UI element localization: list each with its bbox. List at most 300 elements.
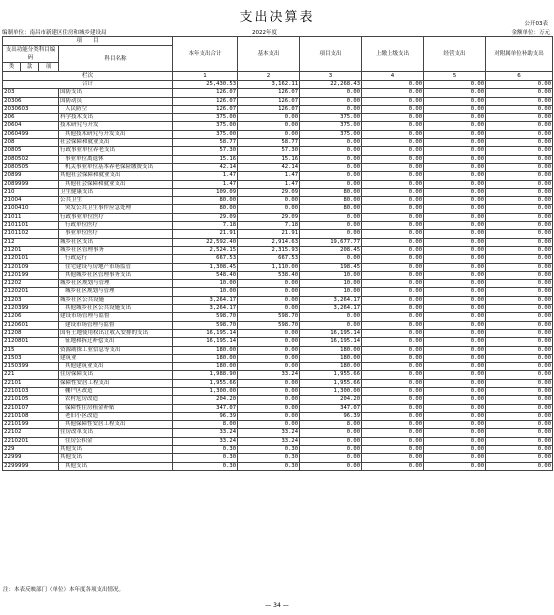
row-value: 1,300.00 — [173, 387, 238, 395]
row-value: 375.00 — [173, 130, 238, 138]
row-value: 0.00 — [424, 255, 486, 263]
row-value: 0.00 — [362, 462, 424, 470]
row-code: 2120199 — [3, 271, 59, 279]
row-value: 0.00 — [486, 246, 553, 254]
row-value: 0.00 — [424, 329, 486, 337]
table-row — [3, 89, 553, 97]
row-name: 资源勘探工业信息等支出 — [59, 346, 173, 354]
col-number: 5 — [424, 72, 486, 81]
row-value: 0.00 — [486, 354, 553, 362]
row-value: 1,308.45 — [173, 263, 238, 271]
row-value: 0.00 — [362, 338, 424, 346]
row-value: 0.00 — [238, 379, 300, 387]
row-name: 建筑业 — [59, 354, 173, 362]
row-value: 0.00 — [486, 288, 553, 296]
row-value: 0.00 — [486, 446, 553, 454]
row-code: 2100410 — [3, 205, 59, 213]
row-value: 0.00 — [424, 305, 486, 313]
row-value: 33.24 — [173, 429, 238, 437]
row-value: 1,988.90 — [173, 371, 238, 379]
row-value: 375.00 — [300, 114, 362, 122]
row-value: 0.00 — [486, 238, 553, 246]
row-value: 0.00 — [424, 280, 486, 288]
row-value: 208.45 — [300, 246, 362, 254]
table-row — [3, 280, 553, 288]
row-value: 598.70 — [238, 313, 300, 321]
table-row — [3, 147, 553, 155]
row-name: 突发公共卫生事件应急处理 — [59, 205, 173, 213]
row-value: 0.00 — [486, 454, 553, 462]
row-value: 0.00 — [424, 163, 486, 171]
row-name: 其他技术研究与开发支出 — [59, 130, 173, 138]
row-name: 其他支出 — [59, 454, 173, 462]
row-value: 538.40 — [238, 271, 300, 279]
row-code: 21004 — [3, 197, 59, 205]
row-value: 0.00 — [362, 305, 424, 313]
row-code: 2120109 — [3, 263, 59, 271]
row-value: 0.00 — [300, 213, 362, 221]
row-code: 2299999 — [3, 462, 59, 470]
row-value: 0.00 — [362, 246, 424, 254]
row-value: 0.00 — [300, 230, 362, 238]
row-code: 21206 — [3, 313, 59, 321]
row-value: 0.00 — [300, 222, 362, 230]
row-value: 0.00 — [486, 147, 553, 155]
row-value: 3,264.17 — [173, 296, 238, 304]
row-value: 0.00 — [424, 396, 486, 404]
table-row — [3, 387, 553, 395]
row-value: 0.00 — [362, 280, 424, 288]
row-code: 2210201 — [3, 437, 59, 445]
currency-unit: 金额单位：万元 — [511, 30, 550, 36]
row-value: 548.40 — [173, 271, 238, 279]
table-row — [3, 271, 553, 279]
row-value: 0.00 — [238, 122, 300, 130]
row-value: 42.14 — [173, 163, 238, 171]
row-value: 0.00 — [486, 197, 553, 205]
row-value: 0.00 — [300, 454, 362, 462]
row-value: 0.30 — [238, 454, 300, 462]
row-value: 0.00 — [486, 346, 553, 354]
row-code: 2080505 — [3, 163, 59, 171]
row-value: 0.00 — [300, 89, 362, 97]
page-number: — 34 — — [265, 602, 289, 609]
row-value: 0.00 — [300, 255, 362, 263]
row-value: 0.00 — [424, 147, 486, 155]
row-value: 0.00 — [424, 404, 486, 412]
col-number: 6 — [486, 72, 553, 81]
row-value: 0.00 — [300, 105, 362, 113]
row-name: 征地和拆迁补偿支出 — [59, 338, 173, 346]
row-value: 0.00 — [486, 97, 553, 105]
row-value: 0.00 — [424, 105, 486, 113]
row-value: 0.00 — [424, 387, 486, 395]
row-value: 126.07 — [173, 89, 238, 97]
row-value: 57.30 — [173, 147, 238, 155]
fiscal-year: 2022年度 — [252, 30, 277, 36]
row-value: 1.47 — [238, 172, 300, 180]
row-value: 0.00 — [486, 163, 553, 171]
row-name: 城乡社区支出 — [59, 238, 173, 246]
table-row — [3, 429, 553, 437]
row-value: 0.00 — [424, 271, 486, 279]
row-value: 0.00 — [362, 105, 424, 113]
row-value: 0.00 — [362, 188, 424, 196]
row-value: 375.00 — [300, 130, 362, 138]
table-row — [3, 396, 553, 404]
row-value: 0.30 — [238, 446, 300, 454]
row-code: 208 — [3, 139, 59, 147]
row-name: 其他社会保障和就业支出 — [59, 172, 173, 180]
row-value: 0.00 — [300, 147, 362, 155]
row-value: 0.00 — [486, 122, 553, 130]
total-value: 0.00 — [424, 81, 486, 89]
row-value: 0.00 — [424, 321, 486, 329]
row-value: 0.00 — [362, 114, 424, 122]
row-name: 城乡社区规划与管理 — [59, 288, 173, 296]
row-value: 0.00 — [424, 180, 486, 188]
row-value: 0.00 — [362, 255, 424, 263]
row-value: 0.00 — [486, 172, 553, 180]
row-value: 0.00 — [486, 379, 553, 387]
row-value: 0.00 — [424, 188, 486, 196]
row-code: 2101101 — [3, 222, 59, 230]
row-name: 行政运行 — [59, 255, 173, 263]
row-value: 0.00 — [486, 205, 553, 213]
row-code: 215 — [3, 346, 59, 354]
row-value: 0.00 — [424, 429, 486, 437]
row-value: 0.00 — [486, 188, 553, 196]
row-value: 0.00 — [238, 205, 300, 213]
footnote: 注：本表反映部门（单位）本年度各项支出情况。 — [3, 587, 125, 593]
total-label: 合计 — [3, 81, 173, 89]
col-number: 1 — [173, 72, 238, 81]
table-row — [3, 197, 553, 205]
row-value: 0.00 — [238, 280, 300, 288]
table-row — [3, 446, 553, 454]
row-value: 96.39 — [300, 412, 362, 420]
row-value: 0.00 — [424, 114, 486, 122]
row-value: 0.00 — [486, 404, 553, 412]
table-row — [3, 188, 553, 196]
table-row — [3, 379, 553, 387]
row-value: 15.16 — [238, 155, 300, 163]
table-row — [3, 437, 553, 445]
row-value: 0.00 — [424, 446, 486, 454]
row-value: 0.00 — [486, 271, 553, 279]
row-name: 其他保障性安居工程支出 — [59, 421, 173, 429]
row-value: 0.00 — [486, 89, 553, 97]
total-value: 0.00 — [486, 81, 553, 89]
row-value: 667.53 — [238, 255, 300, 263]
col-number: 2 — [238, 72, 300, 81]
row-value: 0.00 — [424, 296, 486, 304]
row-code: 2089999 — [3, 180, 59, 188]
row-value: 180.00 — [173, 363, 238, 371]
row-value: 0.00 — [362, 429, 424, 437]
table-row — [3, 288, 553, 296]
row-value: 126.07 — [238, 105, 300, 113]
row-name: 卫生健康支出 — [59, 188, 173, 196]
row-code: 22101 — [3, 379, 59, 387]
row-value: 598.70 — [173, 313, 238, 321]
row-name: 国有土地使用权出让收入安排的支出 — [59, 329, 173, 337]
row-value: 0.00 — [424, 230, 486, 238]
row-name: 住宅建设与房地产市场监管 — [59, 263, 173, 271]
row-value: 0.00 — [362, 412, 424, 420]
row-name: 国防动员 — [59, 97, 173, 105]
table-row — [3, 363, 553, 371]
row-value: 0.00 — [424, 437, 486, 445]
table-row — [3, 230, 553, 238]
row-code: 2030603 — [3, 105, 59, 113]
row-value: 0.00 — [300, 313, 362, 321]
row-name: 老旧小区改造 — [59, 412, 173, 420]
row-value: 0.00 — [238, 404, 300, 412]
row-value: 80.00 — [300, 197, 362, 205]
row-name: 公共卫生 — [59, 197, 173, 205]
row-value: 0.00 — [424, 313, 486, 321]
row-code: 21503 — [3, 354, 59, 362]
row-name: 其他建筑业支出 — [59, 363, 173, 371]
row-value: 2,524.15 — [173, 246, 238, 254]
row-value: 0.00 — [300, 321, 362, 329]
row-name: 其他社会保障和就业支出 — [59, 180, 173, 188]
col-header-remit: 上缴上级支出 — [362, 37, 424, 72]
row-value: 0.00 — [238, 130, 300, 138]
table-row — [3, 205, 553, 213]
table-row — [3, 238, 553, 246]
row-value: 0.30 — [173, 454, 238, 462]
row-value: 0.00 — [486, 230, 553, 238]
row-value: 0.00 — [424, 197, 486, 205]
row-value: 0.00 — [486, 213, 553, 221]
row-value: 347.07 — [300, 404, 362, 412]
row-value: 0.00 — [486, 396, 553, 404]
row-value: 0.00 — [362, 271, 424, 279]
row-value: 126.07 — [238, 97, 300, 105]
row-value: 0.00 — [362, 263, 424, 271]
row-value: 0.00 — [238, 396, 300, 404]
row-code: 2080502 — [3, 155, 59, 163]
row-code: 2210108 — [3, 412, 59, 420]
row-value: 109.09 — [173, 188, 238, 196]
row-code: 21201 — [3, 246, 59, 254]
row-value: 126.07 — [173, 97, 238, 105]
expenditure-table — [2, 36, 553, 471]
row-value: 0.00 — [362, 222, 424, 230]
row-name: 事业单位离退休 — [59, 155, 173, 163]
table-row — [3, 122, 553, 130]
row-code: 20805 — [3, 147, 59, 155]
row-name: 建设市场管理与监督 — [59, 321, 173, 329]
row-value: 0.30 — [173, 462, 238, 470]
row-value: 0.00 — [300, 429, 362, 437]
row-value: 375.00 — [173, 122, 238, 130]
table-row — [3, 421, 553, 429]
row-value: 0.30 — [238, 462, 300, 470]
row-value: 16,195.14 — [300, 338, 362, 346]
row-value: 80.00 — [300, 205, 362, 213]
row-value: 0.00 — [238, 387, 300, 395]
row-code: 2120201 — [3, 288, 59, 296]
row-value: 0.00 — [300, 462, 362, 470]
row-value: 10.00 — [173, 288, 238, 296]
row-value: 0.00 — [362, 130, 424, 138]
row-value: 0.00 — [362, 421, 424, 429]
total-value: 3,162.11 — [238, 81, 300, 89]
row-value: 0.00 — [486, 313, 553, 321]
row-value: 0.00 — [424, 454, 486, 462]
row-value: 0.00 — [424, 363, 486, 371]
row-value: 3,264.17 — [300, 296, 362, 304]
row-value: 0.00 — [300, 446, 362, 454]
row-value: 0.00 — [424, 130, 486, 138]
row-code: 21011 — [3, 213, 59, 221]
row-value: 1.47 — [238, 180, 300, 188]
row-value: 33.24 — [238, 429, 300, 437]
row-value: 180.00 — [173, 346, 238, 354]
total-row — [3, 81, 553, 89]
row-value: 1,955.66 — [173, 379, 238, 387]
table-row — [3, 263, 553, 271]
row-value: 16,195.14 — [173, 338, 238, 346]
row-code: 20899 — [3, 172, 59, 180]
project-header: 项 目 — [3, 37, 173, 46]
col-header-subsidy: 对附属单位补助支出 — [486, 37, 553, 72]
row-value: 16,195.14 — [173, 329, 238, 337]
row-value: 0.00 — [486, 412, 553, 420]
row-code: 2210107 — [3, 404, 59, 412]
table-row — [3, 222, 553, 230]
row-value: 0.00 — [486, 462, 553, 470]
row-name: 保障性住房租金补贴 — [59, 404, 173, 412]
row-code: 2210199 — [3, 421, 59, 429]
xiang-header: 项 — [39, 63, 59, 72]
row-value: 0.00 — [362, 346, 424, 354]
kuan-header: 款 — [21, 63, 39, 72]
row-value: 0.00 — [362, 230, 424, 238]
table-row — [3, 180, 553, 188]
row-value: 0.00 — [486, 114, 553, 122]
row-code: 21208 — [3, 329, 59, 337]
row-name: 国防支出 — [59, 89, 173, 97]
row-value: 198.45 — [300, 263, 362, 271]
row-value: 7.18 — [238, 222, 300, 230]
row-value: 126.07 — [238, 89, 300, 97]
row-value: 0.00 — [486, 429, 553, 437]
table-row — [3, 255, 553, 263]
row-value: 58.77 — [173, 139, 238, 147]
form-code: 公开03表 — [524, 21, 548, 27]
row-name: 技术研究与开发 — [59, 122, 173, 130]
row-value: 96.39 — [173, 412, 238, 420]
row-value: 1.47 — [173, 180, 238, 188]
lei-header: 类 — [3, 63, 21, 72]
row-value: 0.00 — [362, 454, 424, 462]
row-value: 0.00 — [424, 238, 486, 246]
row-code: 206 — [3, 114, 59, 122]
row-value: 0.00 — [238, 197, 300, 205]
row-value: 42.14 — [238, 163, 300, 171]
row-code: 2120101 — [3, 255, 59, 263]
table-row — [3, 296, 553, 304]
row-value: 0.00 — [300, 139, 362, 147]
row-name: 城乡社区公共设施 — [59, 296, 173, 304]
row-code: 20604 — [3, 122, 59, 130]
row-code: 203 — [3, 89, 59, 97]
row-value: 29.09 — [238, 213, 300, 221]
table-row — [3, 155, 553, 163]
table-row — [3, 329, 553, 337]
row-value: 0.00 — [300, 163, 362, 171]
row-value: 3,264.17 — [173, 305, 238, 313]
row-value: 1.47 — [173, 172, 238, 180]
row-value: 0.00 — [238, 114, 300, 122]
row-name: 机关事业单位基本养老保险缴费支出 — [59, 163, 173, 171]
row-name: 行政事业单位养老支出 — [59, 147, 173, 155]
row-value: 1,110.00 — [238, 263, 300, 271]
row-value: 0.00 — [424, 246, 486, 254]
row-value: 80.00 — [300, 188, 362, 196]
table-row — [3, 213, 553, 221]
table-row — [3, 139, 553, 147]
row-value: 0.00 — [362, 89, 424, 97]
row-value: 0.00 — [486, 255, 553, 263]
row-value: 180.00 — [173, 354, 238, 362]
row-value: 0.00 — [424, 462, 486, 470]
page-title: 支出决算表 — [239, 10, 315, 25]
row-name: 其他城乡社区公共设施支出 — [59, 305, 173, 313]
row-value: 0.00 — [486, 338, 553, 346]
table-row — [3, 462, 553, 470]
row-value: 0.00 — [362, 296, 424, 304]
row-label-header: 栏次 — [3, 72, 173, 81]
row-name: 住房保障支出 — [59, 371, 173, 379]
row-code: 2120801 — [3, 338, 59, 346]
report-meta — [2, 28, 552, 36]
row-name: 行政单位医疗 — [59, 222, 173, 230]
row-value: 598.70 — [173, 321, 238, 329]
row-value: 0.00 — [362, 354, 424, 362]
row-value: 33.24 — [173, 437, 238, 445]
row-value: 0.00 — [238, 346, 300, 354]
row-value: 0.00 — [486, 155, 553, 163]
row-code: 210 — [3, 188, 59, 196]
row-value: 0.00 — [300, 172, 362, 180]
row-code: 22102 — [3, 429, 59, 437]
row-name: 事业单位医疗 — [59, 230, 173, 238]
row-code: 2150399 — [3, 363, 59, 371]
row-value: 0.00 — [238, 354, 300, 362]
row-code: 229 — [3, 446, 59, 454]
total-value: 22,268.43 — [300, 81, 362, 89]
row-value: 0.00 — [486, 180, 553, 188]
row-value: 0.00 — [300, 180, 362, 188]
row-value: 0.00 — [238, 288, 300, 296]
row-code: 20306 — [3, 97, 59, 105]
row-value: 375.00 — [173, 114, 238, 122]
row-value: 0.00 — [424, 213, 486, 221]
row-value: 8.00 — [300, 421, 362, 429]
row-value: 0.00 — [424, 354, 486, 362]
row-value: 80.00 — [173, 197, 238, 205]
row-value: 0.00 — [300, 437, 362, 445]
row-value: 0.00 — [238, 338, 300, 346]
row-value: 0.00 — [424, 122, 486, 130]
table-row — [3, 246, 553, 254]
row-value: 180.00 — [300, 346, 362, 354]
